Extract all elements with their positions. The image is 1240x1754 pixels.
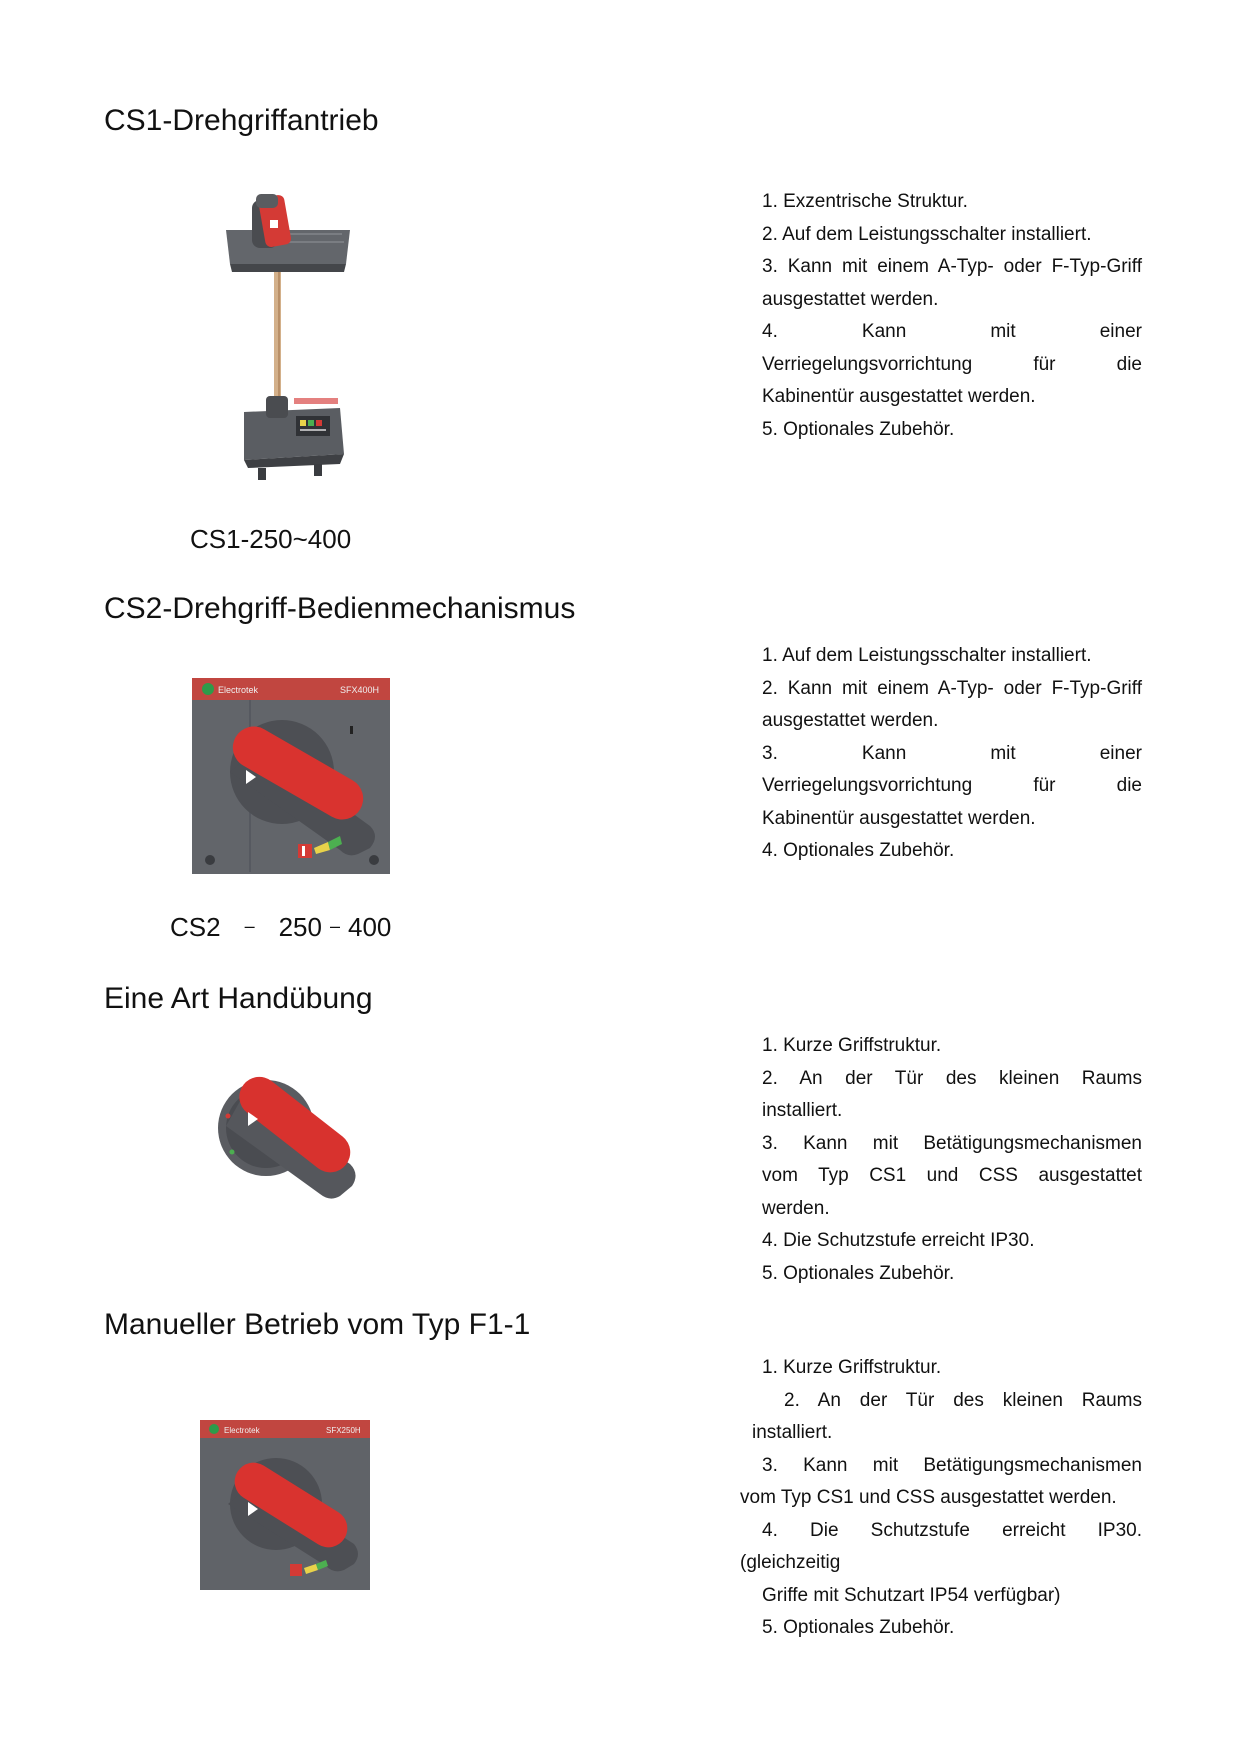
list-item: ausgestattet werden. xyxy=(762,288,939,310)
list-item: installiert. xyxy=(752,1422,833,1443)
section-heading-cs1: CS1-Drehgriffantrieb xyxy=(104,104,379,137)
list-item: 5. Optionales Zubehör. xyxy=(762,1262,955,1284)
caption-min-current: 250 xyxy=(278,912,322,942)
list-item: vom Typ CS1 und CSS ausgestattet xyxy=(762,1165,1142,1186)
f1-1-manual-operation-image xyxy=(198,1418,374,1594)
list-item: 2. Auf dem Leistungsschalter installiert. xyxy=(762,223,1092,245)
list-item: Kabinentür ausgestattet werden. xyxy=(762,807,1036,829)
list-item: 5. Optionales Zubehör. xyxy=(762,418,955,440)
caption-max-current: 400 xyxy=(348,912,392,942)
list-item: vom Typ CS1 und CSS ausgestattet werden. xyxy=(740,1487,1117,1508)
cs1-feature-list xyxy=(762,186,1142,446)
list-item: 2. An der Tür des kleinen Raums xyxy=(784,1389,1142,1411)
list-item: 3. Kann mit einer xyxy=(762,742,1142,764)
list-item: installiert. xyxy=(762,1100,843,1121)
list-item: ausgestattet werden. xyxy=(762,710,939,731)
list-item: 1. Kurze Griffstruktur. xyxy=(762,1357,942,1378)
list-item: 2. Kann mit einem A-Typ- oder F-Typ-Griff xyxy=(762,677,1142,699)
cs1-rotary-drive-image xyxy=(222,192,362,492)
list-item: 4. Optionales Zubehör. xyxy=(762,840,955,861)
brand-label: Electrotek xyxy=(218,685,259,695)
handle-image xyxy=(214,1072,370,1208)
brand-label: Electrotek xyxy=(224,1426,260,1435)
cs2-operating-mechanism-image xyxy=(190,676,396,882)
list-item: Verriegelungsvorrichtung für die xyxy=(762,775,1142,796)
list-item: 3. Kann mit einem A-Typ- oder F-Typ-Griff xyxy=(762,256,1142,277)
list-item: 3. Kann mit Betätigungsmechanismen xyxy=(762,1132,1142,1154)
device-model-label: SFX250H xyxy=(326,1426,361,1435)
cs1-model-caption: CS1-250~400 xyxy=(190,524,352,554)
list-item: 3. Kann mit Betätigungsmechanismen xyxy=(762,1454,1142,1476)
list-item: 1. Auf dem Leistungsschalter installiert. xyxy=(762,645,1092,666)
list-item: 1. Kurze Griffstruktur. xyxy=(762,1035,942,1056)
list-item: Verriegelungsvorrichtung für die xyxy=(762,353,1142,375)
list-item: 2. An der Tür des kleinen Raums xyxy=(762,1067,1142,1089)
list-item: 4. Kann mit einer xyxy=(762,321,1142,342)
list-item: 4. Die Schutzstufe erreicht IP30. xyxy=(762,1519,1142,1541)
list-item: Kabinentür ausgestattet werden. xyxy=(762,386,1036,407)
list-item: 1. Exzentrische Struktur. xyxy=(762,191,968,212)
list-item: 5. Optionales Zubehör. xyxy=(762,1617,955,1638)
list-item: 4. Die Schutzstufe erreicht IP30. xyxy=(762,1230,1035,1251)
device-model-label: SFX400H xyxy=(340,685,380,695)
section-heading-cs2: CS2-Drehgriff-Bedienmechanismus xyxy=(104,592,576,625)
cs2-feature-list xyxy=(762,640,1142,868)
list-item: (gleichzeitig xyxy=(740,1552,841,1573)
f1-1-feature-list xyxy=(740,1352,1142,1645)
caption-separator: – xyxy=(244,916,255,936)
caption-separator: – xyxy=(329,916,340,936)
section-heading-f1-1: Manueller Betrieb vom Typ F1-1 xyxy=(104,1308,531,1341)
handle-feature-list xyxy=(762,1030,1142,1290)
list-item: Griffe mit Schutzart IP54 verfügbar) xyxy=(762,1584,1061,1606)
cs2-model-caption xyxy=(170,912,391,943)
list-item: werden. xyxy=(762,1197,830,1219)
caption-model: CS2 xyxy=(170,912,221,942)
section-heading-handle: Eine Art Handübung xyxy=(104,982,373,1015)
